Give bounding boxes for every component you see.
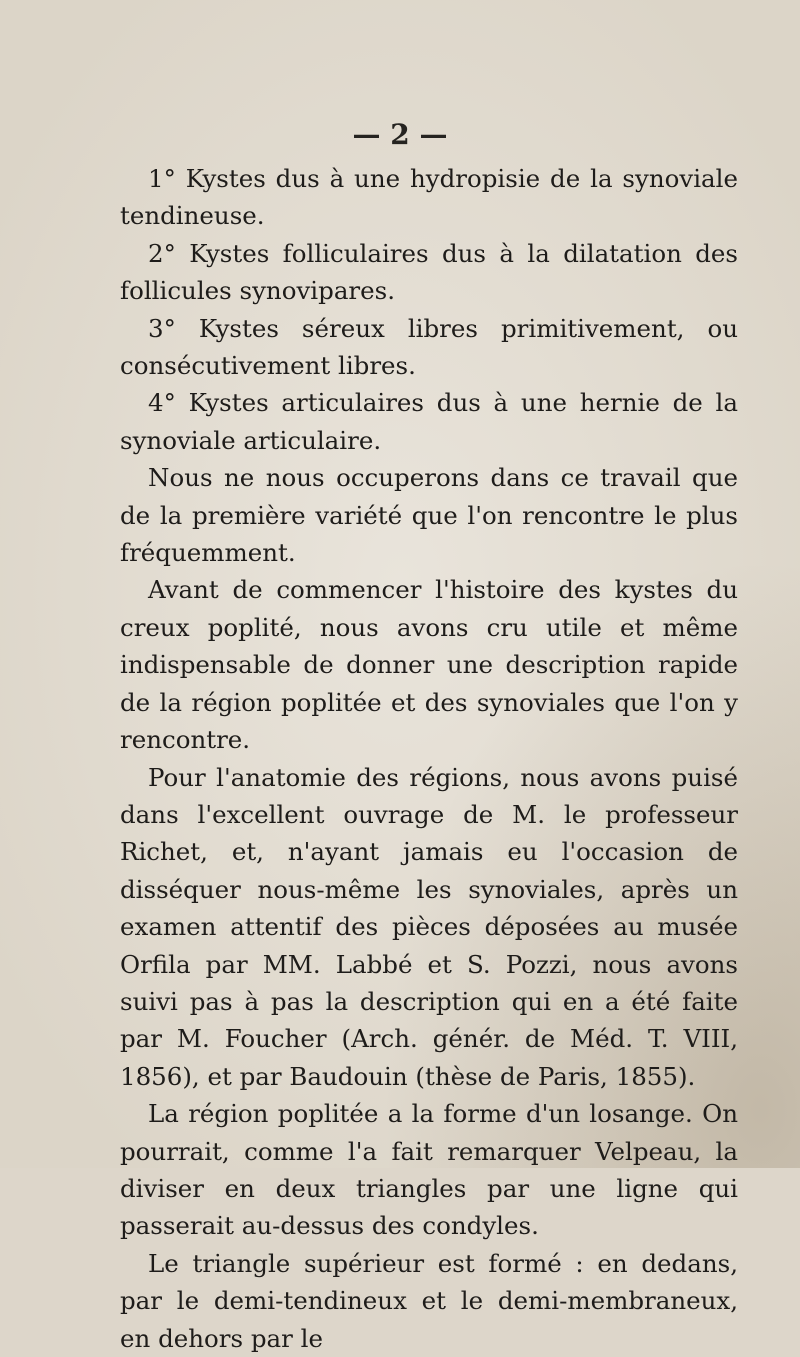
list-item: 2° Kystes folliculaires dus à la dilatation des follicules synovipares. [120,238,738,306]
paragraph: Nous ne nous occuperons dans ce travail que de la première variété que l'on rencontre le plus fréquemment. [120,463,738,568]
list-item: 3° Kystes séreux libres primitivement, ou consécutivement libres. [120,313,738,381]
list-item: 1° Kystes dus à une hydropisie de la synoviale tendineuse. [120,164,738,231]
page-number: — 2 — [352,118,448,151]
paragraph: Pour l'anatomie des régions, nous avons puisé dans l'excellent ouvrage de M. le professeur Richet, et, n'ayant jamais eu l'occasion de disséquer nous-même les synoviales, après un examen attentif des pièces déposées au musée Orfila par MM. Labbé et S. Pozzi, nous avons suivi pas à pas la description qui en a été faite par M. Foucher (Arch. génér. de Méd. T. VIII, 1856), et par Baudouin (thèse de Paris, 1855). [120,762,738,1091]
list-item: 4° Kystes articulaires dus à une hernie de la synoviale articulaire. [120,388,738,455]
paragraph: Avant de commencer l'histoire des kystes du creux poplité, nous avons cru utile et même indispensable de donner une description rapide de la région poplitée et des synoviales que l'on y rencontre. [120,575,738,755]
paragraph: La région poplitée a la forme d'un losange. On pourrait, comme l'a fait remarquer Velpeau, la diviser en deux triangles par une ligne qui passerait au-dessus des condyles. [120,1099,738,1241]
body-text [120,160,738,1357]
paragraph: Le triangle supérieur est formé : en dedans, par le demi-tendineux et le demi-membraneux, en dehors par le [120,1248,738,1353]
